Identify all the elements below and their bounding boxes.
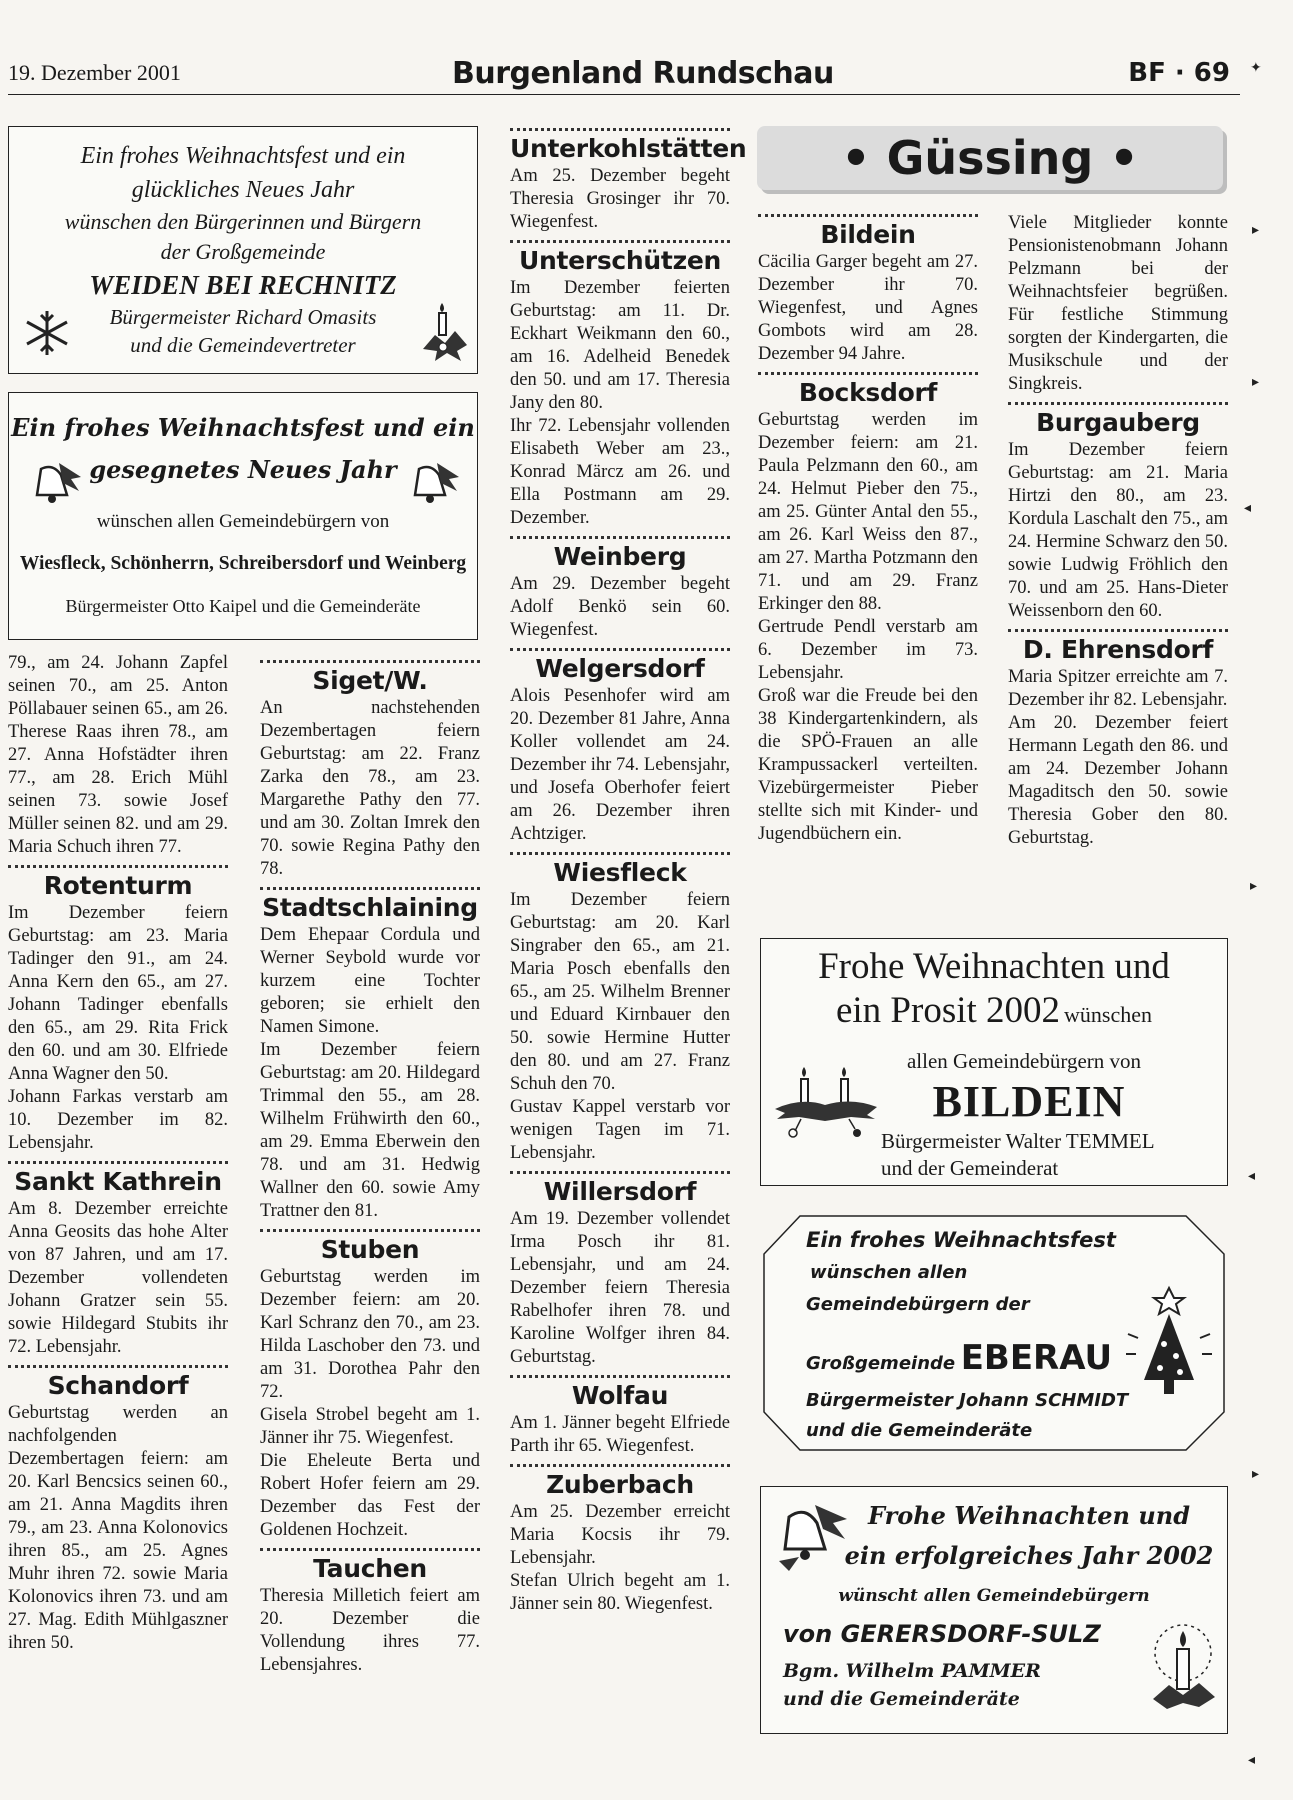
ad-eberau-municipality: EBERAU bbox=[960, 1338, 1113, 1378]
ad-bildein-council: und der Gemeinderat bbox=[881, 1156, 1059, 1180]
ad-bildein-line3: allen Gemeindebürgern von bbox=[906, 1049, 1142, 1073]
ad-bildein-municipality: BILDEIN bbox=[932, 1077, 1126, 1126]
article-text: Dem Ehepaar Cordula und Werner Seybold wurde vor kurzem eine Tochter geboren; sie erhielt den Namen Simone. bbox=[260, 925, 480, 1037]
candle-branch-icon bbox=[421, 299, 471, 363]
article-text: An nachstehenden Dezembertagen feiern Geburtstag: am 22. Franz Zarka den 78., am 23. Margarethe Pathy den 77. und am 30. Zoltan Imrek den 70. sowie Regina Pathy den 78. bbox=[260, 698, 480, 879]
article-text: Cäcilia Garger begeht am 27. Dezember ihr 70. Wiegenfest, und Agnes Gombots wird am 28. Dezember 94 Jahre. bbox=[758, 252, 978, 364]
margin-mark: ✦ bbox=[1250, 60, 1262, 76]
ad-wiesfleck-line1: Ein frohes Weihnachtsfest und ein bbox=[11, 413, 475, 442]
ad-weiden-line4: der Großgemeinde bbox=[160, 239, 326, 264]
ad-gerersdorf-line1: Frohe Weihnachten und bbox=[867, 1501, 1191, 1530]
section-heading-tauchen: Tauchen bbox=[313, 1554, 427, 1583]
section-heading-wolfau: Wolfau bbox=[571, 1381, 669, 1410]
article-text: Geburtstag werden an nachfolgenden Dezembertagen feiern: am 20. Karl Bencsics seinen 60., am 21. Anna Magdits ihren 79., am 23. Anna Kolonovics ihren 85., am 25. Agnes Muhr ihren 72. sowie Maria Kolonovics ihren 73. und am 27. Mag. Edith Mühlgaszner ihren 50. bbox=[8, 1403, 228, 1653]
ad-wiesfleck-mayor: Bürgermeister Otto Kaipel und die Gemeinderäte bbox=[65, 596, 421, 616]
section-heading-schandorf: Schandorf bbox=[47, 1371, 189, 1400]
section-heading-d-ehrensdorf: D. Ehrensdorf bbox=[1022, 635, 1214, 664]
article-text: Geburtstag werden im Dezember feiern: am 21. Paula Pelzmann den 60., am 24. Helmut Pieber den 75., am 25. Günter Antal den 55., am 26. Karl Weiss den 87., am 27. Martha Potzmann den 71. und am 29. Franz Erkinger den 88. bbox=[758, 410, 978, 614]
ad-eberau-line4 bbox=[806, 1338, 1112, 1378]
section-heading-burgauberg: Burgauberg bbox=[1036, 408, 1200, 437]
article-text: Am 1. Jänner begeht Elfriede Parth ihr 65. Wiegenfest. bbox=[510, 1413, 730, 1456]
section-heading-stuben: Stuben bbox=[320, 1235, 420, 1264]
ad-gerersdorf-mayor: Bgm. Wilhelm PAMMER bbox=[783, 1660, 1041, 1682]
ad-gerersdorf bbox=[760, 1486, 1228, 1734]
ad-wiesfleck-villages: Wiesfleck, Schönherrn, Schreibersdorf und Weinberg bbox=[19, 553, 467, 574]
ad-wiesfleck-line2: gesegnetes Neues Jahr bbox=[89, 455, 397, 484]
article-continuation: Viele Mitglieder konnte Pensionistenobmann Johann Pelzmann bei der Weihnachtsfeier begrüßen. Für festliche Stimmung sorgten der Kindergarten, die Musikschule und der Singkreis. bbox=[1008, 213, 1228, 394]
article-text: Im Dezember feiern Geburtstag: am 23. Maria Tadinger den 91., am 24. Anna Kern den 65., am 27. Johann Tadinger ebenfalls den 65., am 29. Rita Frick den 60. und am 30. Elfriede Anna Wagner den 50. bbox=[8, 903, 228, 1084]
article-text: Gustav Kappel verstarb vor wenigen Tagen im 71. Lebensjahr. bbox=[510, 1097, 730, 1163]
article-text: Maria Spitzer erreichte am 7. Dezember ihr 82. Lebensjahr. bbox=[1008, 667, 1228, 710]
issue-date: 19. Dezember 2001 bbox=[8, 60, 181, 85]
ad-eberau-line3: Gemeindebürgern der bbox=[806, 1294, 1030, 1315]
section-heading-wiesfleck: Wiesfleck bbox=[553, 858, 687, 887]
article-text: Johann Farkas verstarb am 10. Dezember im 82. Lebensjahr. bbox=[8, 1087, 228, 1153]
ad-eberau-line1: Ein frohes Weihnachtsfest bbox=[806, 1228, 1116, 1252]
ad-weiden-line2: glückliches Neues Jahr bbox=[131, 177, 355, 203]
section-heading-welgersdorf: Welgersdorf bbox=[535, 654, 705, 683]
ad-gerersdorf-line2: ein erfolgreiches Jahr 2002 bbox=[844, 1541, 1214, 1570]
page-number: BF · 69 bbox=[1128, 58, 1230, 88]
ad-bildein-prosit: ein Prosit 2002 bbox=[835, 990, 1061, 1031]
margin-mark: ◂ bbox=[1244, 500, 1252, 516]
article-text: Im Dezember feierten Geburtstag: am 11. Dr. Eckhart Weikmann den 60., am 16. Adelheid Benedek den 50. und am 17. Theresia Jany den 80. bbox=[510, 278, 730, 413]
section-heading-siget: Siget/W. bbox=[312, 666, 428, 695]
column-1 bbox=[8, 652, 228, 1655]
section-heading-willersdorf: Willersdorf bbox=[543, 1177, 697, 1206]
ad-eberau-line2: wünschen allen bbox=[810, 1262, 968, 1283]
candle-icon bbox=[1149, 1615, 1219, 1715]
section-heading-rotenturm: Rotenturm bbox=[43, 871, 193, 900]
article-text: Die Eheleute Berta und Robert Hofer feiern am 29. Dezember das Fest der Goldenen Hochzeit. bbox=[260, 1451, 480, 1540]
ad-weiden bbox=[8, 126, 478, 374]
ad-bildein-line1: Frohe Weihnachten und bbox=[818, 946, 1170, 987]
article-text: Alois Pesenhofer wird am 20. Dezember 81 Jahre, Anna Koller vollendet am 24. Dezember ihr 74. Lebensjahr, und Josefa Oberhofer feiert am 26. Dezember ihren Achtziger. bbox=[510, 686, 730, 844]
margin-mark: ◂ bbox=[1248, 1752, 1256, 1768]
section-heading-stadtschlaining: Stadtschlaining bbox=[262, 893, 478, 922]
margin-mark: ▸ bbox=[1250, 878, 1258, 894]
region-banner-guessing: • Güssing • bbox=[757, 126, 1223, 190]
column-2 bbox=[260, 652, 480, 1677]
article-text: Im Dezember feiern Geburtstag: am 20. Karl Singraber den 65., am 21. Maria Posch ebenfalls den 65., am 25. Wilhelm Brenner und Eduard Kirnbauer den 50. sowie Hermine Hutter den 80. und am 27. Franz Schuh den 70. bbox=[510, 890, 730, 1094]
article-text: Am 29. Dezember begeht Adolf Benkö sein 60. Wiegenfest. bbox=[510, 574, 730, 640]
article-text: Am 25. Dezember erreicht Maria Kocsis ihr 79. Lebensjahr. bbox=[510, 1502, 730, 1568]
ad-weiden-line3: wünschen den Bürgerinnen und Bürgern bbox=[64, 209, 422, 234]
column-3 bbox=[510, 122, 747, 1616]
ad-weiden-line1: Ein frohes Weihnachtsfest und ein bbox=[80, 143, 406, 169]
advent-wreath-icon bbox=[771, 1063, 881, 1139]
article-text: Im Dezember feiern Geburtstag: am 21. Maria Hirtzi den 80., am 23. Kordula Laschalt den 75., am 24. Hermine Schwarz den 50. sowie Ludwig Fröhlich den 70. und am 25. Hans-Dieter Weissenborn den 60. bbox=[1008, 440, 1228, 621]
ad-wiesfleck-line3: wünschen allen Gemeindebürgern von bbox=[96, 511, 390, 532]
page-header bbox=[8, 56, 1240, 95]
ad-eberau-mayor: Bürgermeister Johann SCHMIDT bbox=[806, 1390, 1129, 1411]
bell-icon bbox=[401, 457, 463, 513]
article-text: Stefan Ulrich begeht am 1. Jänner sein 80. Wiegenfest. bbox=[510, 1571, 730, 1614]
christmas-tree-icon bbox=[1124, 1284, 1214, 1404]
article-text: Am 20. Dezember feiert Hermann Legath den 86. und am 24. Dezember Johann Magaditsch den 50. sowie Theresia Gober den 80. Geburtstag. bbox=[1008, 713, 1228, 848]
article-text: Gisela Strobel begeht am 1. Jänner ihr 75. Wiegenfest. bbox=[260, 1405, 480, 1448]
ad-weiden-mayor: Bürgermeister Richard Omasits bbox=[109, 305, 377, 329]
ad-bildein bbox=[760, 938, 1228, 1186]
section-heading-weinberg: Weinberg bbox=[553, 542, 687, 571]
article-continuation: 79., am 24. Johann Zapfel seinen 70., am 25. Anton Pöllabauer seinen 65., am 26. Therese Raas ihren 78., am 27. Anna Hofstädter ihren 77., am 28. Erich Mühl seinen 73. sowie Josef Müller seinen 82. und am 29. Maria Schuch ihren 77. bbox=[8, 653, 228, 857]
bell-icon bbox=[771, 1495, 849, 1575]
ad-weiden-municipality: WEIDEN BEI RECHNITZ bbox=[89, 270, 397, 300]
ad-weiden-council: und die Gemeindevertreter bbox=[130, 333, 356, 357]
article-text: Groß war die Freude bei den 38 Kindergartenkindern, als die SPÖ-Frauen an alle Krampussackerl verteilten. Vizebürgermeister Pieber stellte sich mit Kinder- und Jugendbüchern ein. bbox=[758, 686, 978, 844]
article-text: Ihr 72. Lebensjahr vollenden Elisabeth Weber am 23., Konrad Märcz am 26. und Ella Postmann am 29. Dezember. bbox=[510, 416, 730, 528]
margin-mark: ▸ bbox=[1252, 1466, 1260, 1482]
ad-eberau-grossgemeinde: Großgemeinde bbox=[806, 1353, 956, 1374]
article-text: Am 19. Dezember vollendet Irma Posch ihr 81. Lebensjahr, und am 24. Dezember feiern Theresia Rabelhofer ihren 78. und Karoline Wolfger ihren 84. Geburtstag. bbox=[510, 1209, 730, 1367]
ad-gerersdorf-municipality: von GERERSDORF-SULZ bbox=[783, 1620, 1101, 1648]
snowflake-icon bbox=[23, 309, 71, 357]
ad-eberau bbox=[762, 1214, 1226, 1452]
article-text: Im Dezember feiern Geburtstag: am 20. Hildegard Trimmal den 55., am 28. Wilhelm Frühwirth den 60., am 29. Emma Eberwein den 78. und am 31. Hedwig Wallner den 60. sowie Amy Trattner den 81. bbox=[260, 1040, 480, 1221]
section-heading-bildein: Bildein bbox=[820, 220, 916, 249]
article-text: Am 8. Dezember erreichte Anna Geosits das hohe Alter von 87 Jahren, und am 17. Dezember vollendeten Johann Gratzer sein 55. sowie Hildegard Stubits ihr 72. Lebensjahr. bbox=[8, 1199, 228, 1357]
ad-gerersdorf-line3: wünscht allen Gemeindebürgern bbox=[838, 1586, 1150, 1606]
article-text: Geburtstag werden im Dezember feiern: am 20. Karl Schranz den 70., am 23. Hilda Laschober den 73. und am 31. Dorothea Pahr den 72. bbox=[260, 1267, 480, 1402]
newspaper-title: Burgenland Rundschau bbox=[452, 56, 834, 91]
ad-bildein-line2 bbox=[761, 989, 1227, 1040]
margin-mark: ◂ bbox=[1248, 1168, 1256, 1184]
ad-bildein-mayor: Bürgermeister Walter TEMMEL bbox=[881, 1129, 1155, 1153]
column-5 bbox=[1008, 212, 1228, 850]
section-heading-unterschuetzen: Unterschützen bbox=[519, 246, 721, 275]
bell-icon bbox=[23, 457, 85, 513]
ad-bildein-wish: wünschen bbox=[1064, 1002, 1153, 1027]
article-text: Am 25. Dezember begeht Theresia Grosinger ihr 70. Wiegenfest. bbox=[510, 166, 730, 232]
article-text: Theresia Milletich feiert am 20. Dezember die Vollendung ihres 77. Lebensjahres. bbox=[260, 1586, 480, 1675]
ad-eberau-council: und die Gemeinderäte bbox=[806, 1420, 1033, 1441]
ad-gerersdorf-council: und die Gemeinderäte bbox=[783, 1688, 1020, 1710]
ad-wiesfleck bbox=[8, 392, 478, 640]
margin-mark: ▸ bbox=[1252, 374, 1260, 390]
article-text: Gertrude Pendl verstarb am 6. Dezember im 73. Lebensjahr. bbox=[758, 617, 978, 683]
margin-mark: ▸ bbox=[1252, 222, 1260, 238]
section-heading-sankt-kathrein: Sankt Kathrein bbox=[14, 1167, 222, 1196]
section-heading-bocksdorf: Bocksdorf bbox=[798, 378, 938, 407]
section-heading-unterkohlstaetten: Unterkohlstätten bbox=[510, 134, 747, 163]
column-4 bbox=[758, 208, 978, 846]
section-heading-zuberbach: Zuberbach bbox=[546, 1470, 694, 1499]
